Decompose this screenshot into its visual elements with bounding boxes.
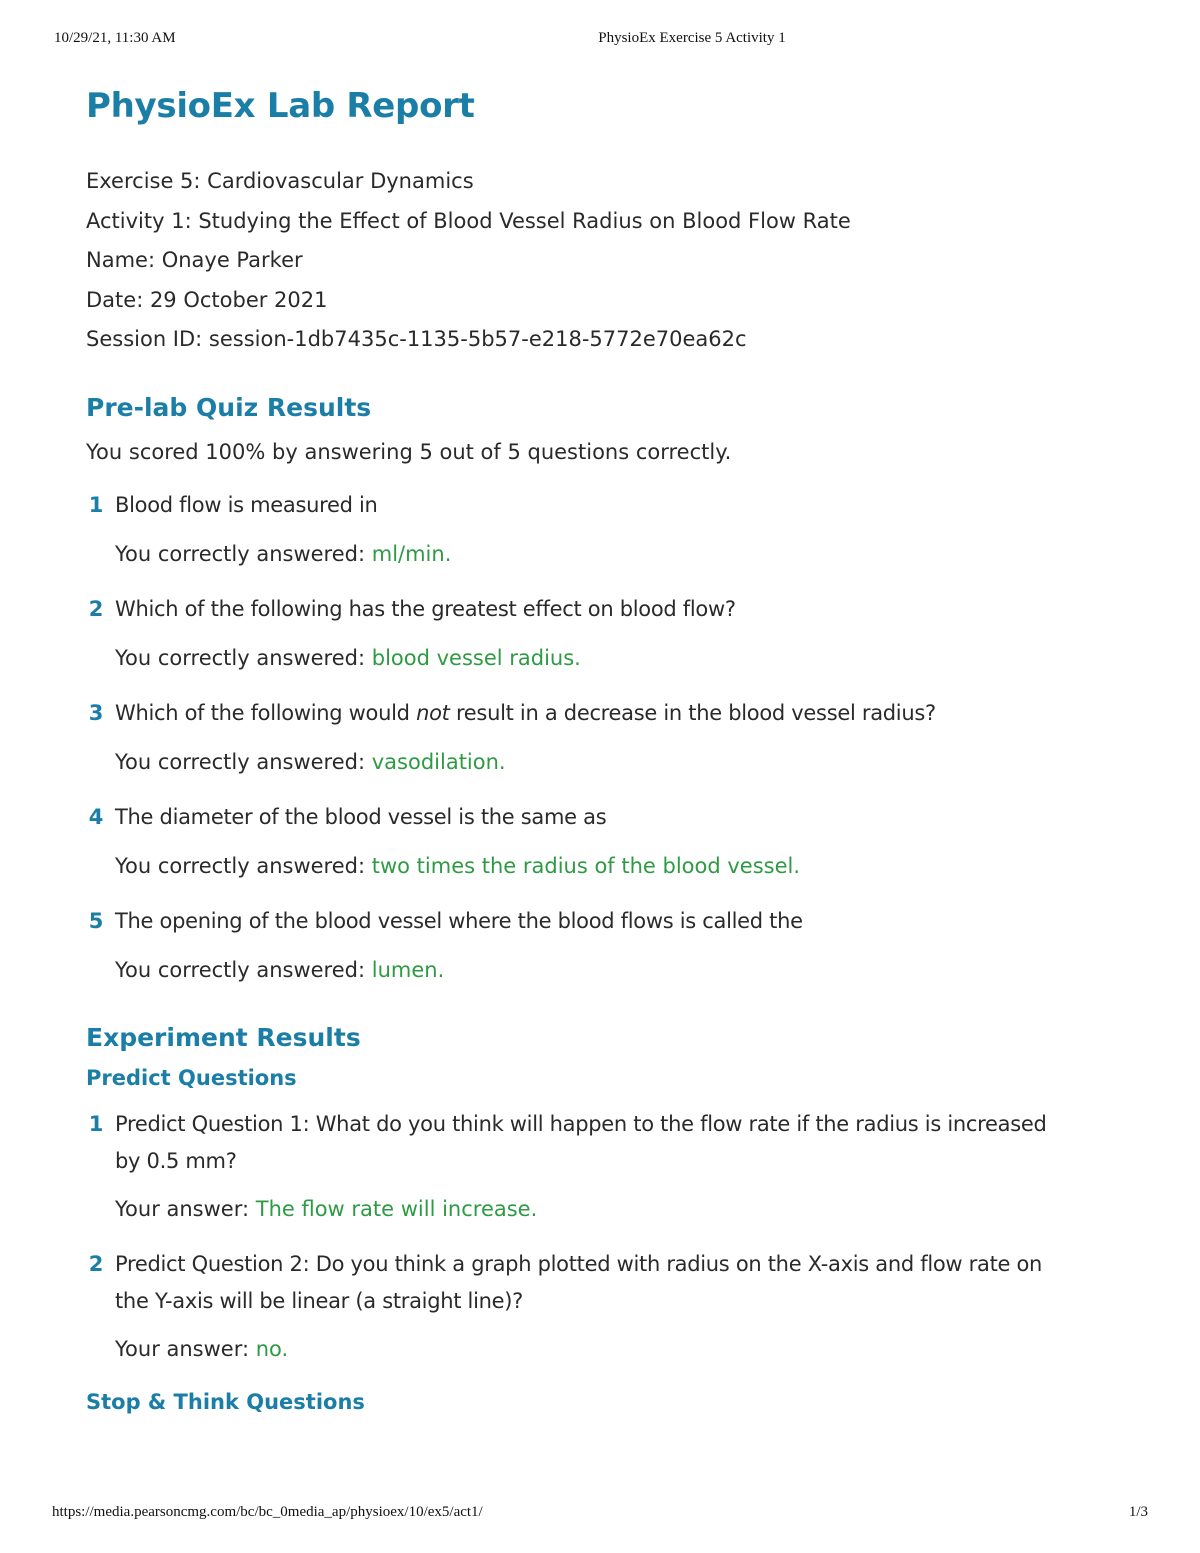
experiment-heading: Experiment Results [86, 1022, 361, 1052]
question-text: The diameter of the blood vessel is the same as [115, 804, 607, 829]
question-number: 4 [88, 804, 104, 829]
answer-prefix: You correctly answered: [115, 541, 372, 566]
predict-answer [86, 1334, 1126, 1364]
predict-question [86, 1106, 1126, 1180]
question-number: 1 [88, 492, 104, 517]
prelab-answer [86, 747, 1126, 777]
prelab-score: You scored 100% by answering 5 out of 5 questions correctly. [86, 439, 732, 464]
name-line: Name: Onaye Parker [86, 248, 303, 272]
answer-value: The flow rate will increase. [255, 1196, 538, 1221]
answer-prefix: You correctly answered: [115, 853, 372, 878]
answer-prefix: You correctly answered: [115, 645, 372, 670]
prelab-question [86, 799, 1126, 836]
question-number: 5 [88, 908, 104, 933]
prelab-answer [86, 851, 1126, 881]
report-meta [86, 162, 1126, 360]
answer-value: lumen. [371, 957, 445, 982]
answer-value: two times the radius of the blood vessel. [371, 853, 801, 878]
prelab-question-list [86, 487, 1126, 985]
activity-line: Activity 1: Studying the Effect of Blood Vessel Radius on Blood Flow Rate [86, 208, 851, 233]
print-url: https://media.pearsoncmg.com/bc/bc_0media_ap/physioex/10/ex5/act1/ [52, 1504, 483, 1520]
question-text: The opening of the blood vessel where the blood flows is called the [115, 908, 803, 933]
prelab-question [86, 903, 1126, 940]
predict-question [86, 1246, 1126, 1320]
answer-value: ml/min. [371, 541, 452, 566]
print-page-title: PhysioEx Exercise 5 Activity 1 [598, 30, 786, 46]
answer-value: no. [255, 1336, 289, 1361]
question-number: 2 [88, 596, 104, 621]
question-text: Blood flow is measured in [115, 492, 378, 517]
prelab-question [86, 487, 1126, 524]
prelab-answer [86, 955, 1126, 985]
prelab-answer [86, 643, 1126, 673]
print-page-number: 1/3 [1128, 1504, 1148, 1520]
answer-prefix: You correctly answered: [115, 957, 372, 982]
predict-heading: Predict Questions [86, 1065, 297, 1090]
question-text-line-2: by 0.5 mm? [115, 1148, 237, 1173]
report-title: PhysioEx Lab Report [86, 86, 475, 126]
answer-prefix: You correctly answered: [115, 749, 372, 774]
question-text-line-2: the Y-axis will be linear (a straight line)? [115, 1288, 523, 1313]
question-number: 2 [88, 1251, 104, 1276]
prelab-heading: Pre-lab Quiz Results [86, 392, 372, 422]
stop-think-heading: Stop & Think Questions [86, 1389, 365, 1414]
question-text: Which of the following would not result in a decrease in the blood vessel radius? [115, 700, 936, 725]
predict-answer [86, 1194, 1126, 1224]
predict-question-list [86, 1106, 1126, 1364]
lab-report [86, 80, 1126, 1418]
date-line: Date: 29 October 2021 [86, 287, 328, 312]
exercise-line: Exercise 5: Cardiovascular Dynamics [86, 169, 474, 193]
question-text: Which of the following has the greatest effect on blood flow? [115, 596, 736, 621]
prelab-question [86, 591, 1126, 628]
answer-prefix: Your answer: [115, 1336, 256, 1361]
question-number: 1 [88, 1111, 104, 1136]
prelab-question [86, 695, 1126, 732]
prelab-answer [86, 539, 1126, 569]
print-datetime: 10/29/21, 11:30 AM [54, 30, 176, 46]
session-id-line: Session ID: session-1db7435c-1135-5b57-e218-5772e70ea62c [86, 327, 747, 351]
answer-value: vasodilation. [371, 749, 506, 774]
question-number: 3 [88, 700, 104, 725]
question-text-line-1: Predict Question 1: What do you think will happen to the flow rate if the radius is increased [115, 1111, 1047, 1136]
answer-value: blood vessel radius. [371, 645, 581, 670]
answer-prefix: Your answer: [115, 1196, 256, 1221]
question-text-line-1: Predict Question 2: Do you think a graph plotted with radius on the X-axis and flow rate on [115, 1251, 1043, 1276]
